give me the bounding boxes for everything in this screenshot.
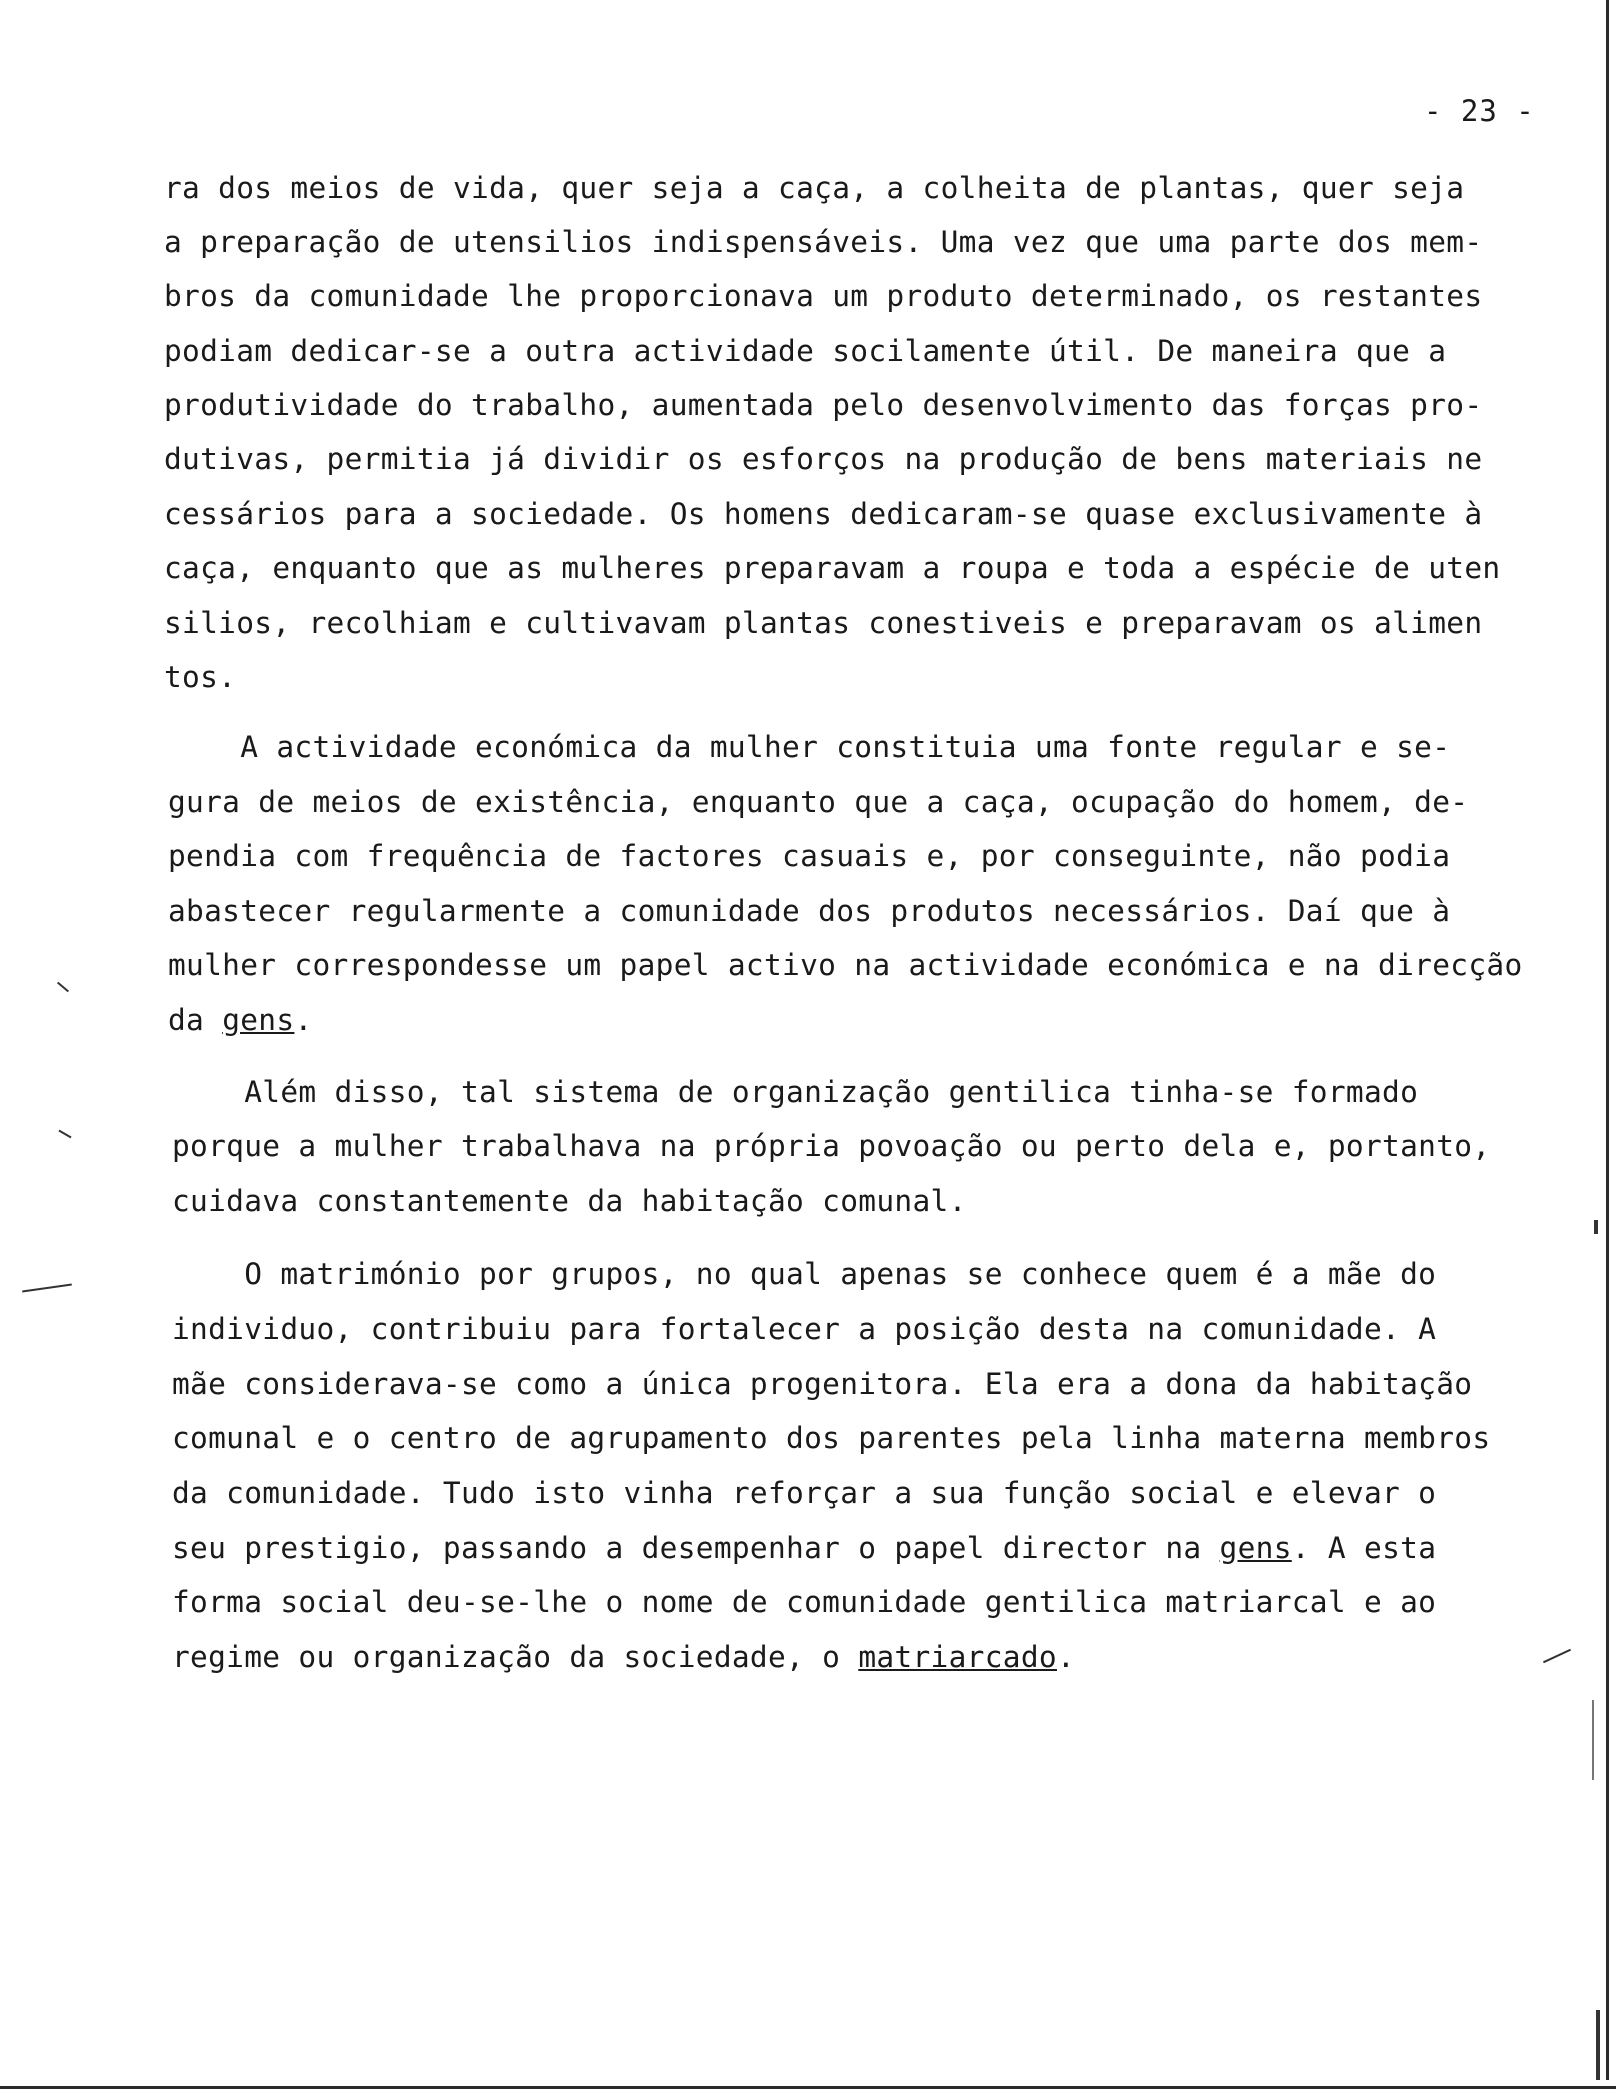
scan-mark: [58, 1130, 71, 1139]
text-line: a preparação de utensilios indispensáveis. Uma vez que uma parte dos mem-: [164, 225, 1483, 259]
text-span: .: [1056, 1640, 1076, 1674]
scan-mark: [1543, 1649, 1571, 1663]
text-line: tos.: [164, 660, 237, 694]
text-line: silios, recolhiam e cultivavam plantas conestiveis e preparavam os alimen: [164, 606, 1483, 640]
text-line: forma social deu-se-lhe o nome de comunidade gentilica matriarcal e ao: [172, 1585, 1437, 1619]
text-line: gura de meios de existência, enquanto que a caça, ocupação do homem, de-: [168, 785, 1469, 819]
text-line: A actividade económica da mulher constituia uma fonte regular e se-: [168, 730, 1451, 764]
scan-mark: [1592, 1700, 1594, 1780]
underlined-term-gens: gens: [222, 1003, 295, 1037]
underlined-term-matriarcado: matriarcado: [858, 1640, 1057, 1674]
text-line: Além disso, tal sistema de organização gentilica tinha-se formado: [172, 1075, 1419, 1109]
text-span: .: [294, 1003, 313, 1037]
text-span: . A esta: [1291, 1531, 1437, 1565]
scan-mark: [22, 1284, 72, 1293]
scan-mark: [1594, 1220, 1598, 1234]
text-line: bros da comunidade lhe proporcionava um produto determinado, os restantes: [164, 279, 1483, 313]
text-span: seu prestigio, passando a desempenhar o papel director na: [172, 1531, 1220, 1565]
text-line: produtividade do trabalho, aumentada pelo desenvolvimento das forças pro-: [164, 388, 1483, 422]
text-line: cuidava constantemente da habitação comunal.: [172, 1184, 967, 1218]
scan-edge-line: [1606, 0, 1609, 2080]
text-line: individuo, contribuiu para fortalecer a posição desta na comunidade. A: [172, 1312, 1437, 1346]
text-line: cessários para a sociedade. Os homens dedicaram-se quase exclusivamente à: [164, 497, 1483, 531]
scan-mark: [57, 982, 69, 993]
text-line: abastecer regularmente a comunidade dos produtos necessários. Daí que à: [168, 894, 1451, 928]
page-number: - 23 -: [1424, 94, 1535, 128]
scan-mark: [1596, 2010, 1600, 2080]
text-span: regime ou organização da sociedade, o: [172, 1640, 859, 1674]
text-line: podiam dedicar-se a outra actividade socilamente útil. De maneira que a: [164, 334, 1447, 368]
underlined-term-gens: gens: [1219, 1531, 1292, 1565]
text-line: caça, enquanto que as mulheres preparavam a roupa e toda a espécie de uten: [164, 551, 1501, 585]
text-span: da: [168, 1003, 223, 1037]
text-line: comunal e o centro de agrupamento dos parentes pela linha materna membros: [172, 1421, 1491, 1455]
scan-edge-line: [0, 2086, 1616, 2089]
text-line: da comunidade. Tudo isto vinha reforçar a sua função social e elevar o: [172, 1476, 1437, 1510]
text-line: dutivas, permitia já dividir os esforços na produção de bens materiais ne: [164, 442, 1483, 476]
text-line: porque a mulher trabalhava na própria povoação ou perto dela e, portanto,: [172, 1129, 1491, 1163]
text-line: mãe considerava-se como a única progenitora. Ela era a dona da habitação: [172, 1367, 1473, 1401]
text-line: [168, 1000, 313, 1040]
text-line: [172, 1637, 1075, 1677]
text-line: [172, 1528, 1436, 1568]
text-line: O matrimónio por grupos, no qual apenas se conhece quem é a mãe do: [172, 1257, 1437, 1291]
text-line: pendia com frequência de factores casuais e, por conseguinte, não podia: [168, 839, 1451, 873]
text-line: mulher correspondesse um papel activo na actividade económica e na direcção: [168, 948, 1523, 982]
text-line: ra dos meios de vida, quer seja a caça, a colheita de plantas, quer seja: [164, 171, 1465, 205]
